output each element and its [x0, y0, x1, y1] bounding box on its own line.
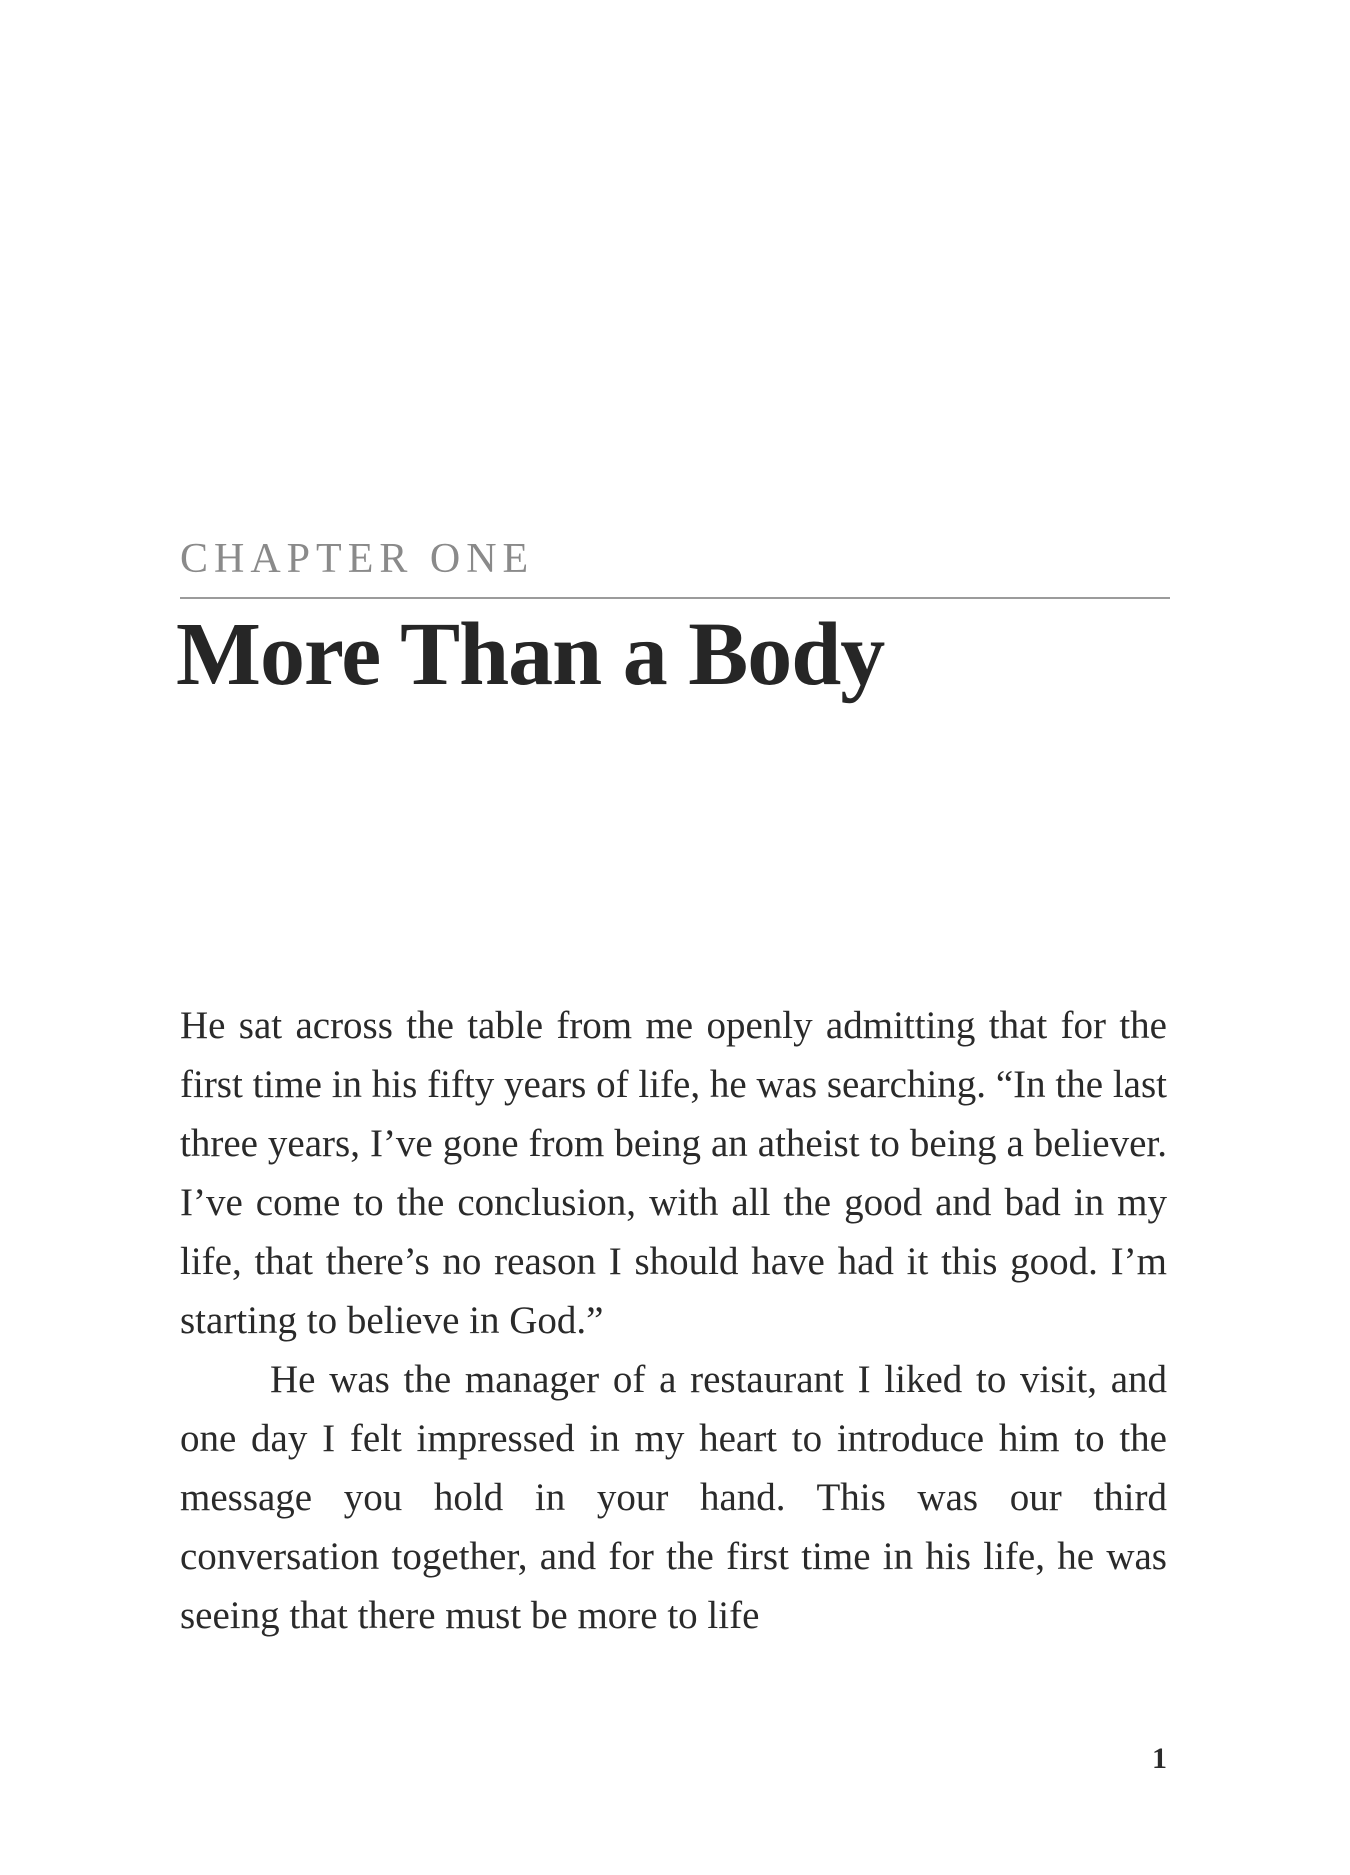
chapter-title: More Than a Body: [176, 605, 885, 704]
page-number: 1: [1152, 1742, 1167, 1775]
chapter-divider-rule: [180, 597, 1170, 599]
body-text-block: [180, 996, 1167, 1645]
paragraph-1: He sat across the table from me openly admitting that for the first time in his fifty years of life, he was searching. “In the last three years, I’ve gone from being an atheist to being a believer. I’ve come to the conclusion, with all the good and bad in my life, that there’s no reason I should have had it this good. I’m starting to believe in God.”: [180, 1004, 1167, 1342]
paragraph-2: He was the manager of a restaurant I liked to visit, and one day I felt impressed in my heart to introduce him to the message you hold in your hand. This was our third conversation together, and for the first time in his life, he was seeing that there must be more to life: [180, 1358, 1167, 1637]
chapter-label: CHAPTER ONE: [180, 536, 535, 582]
